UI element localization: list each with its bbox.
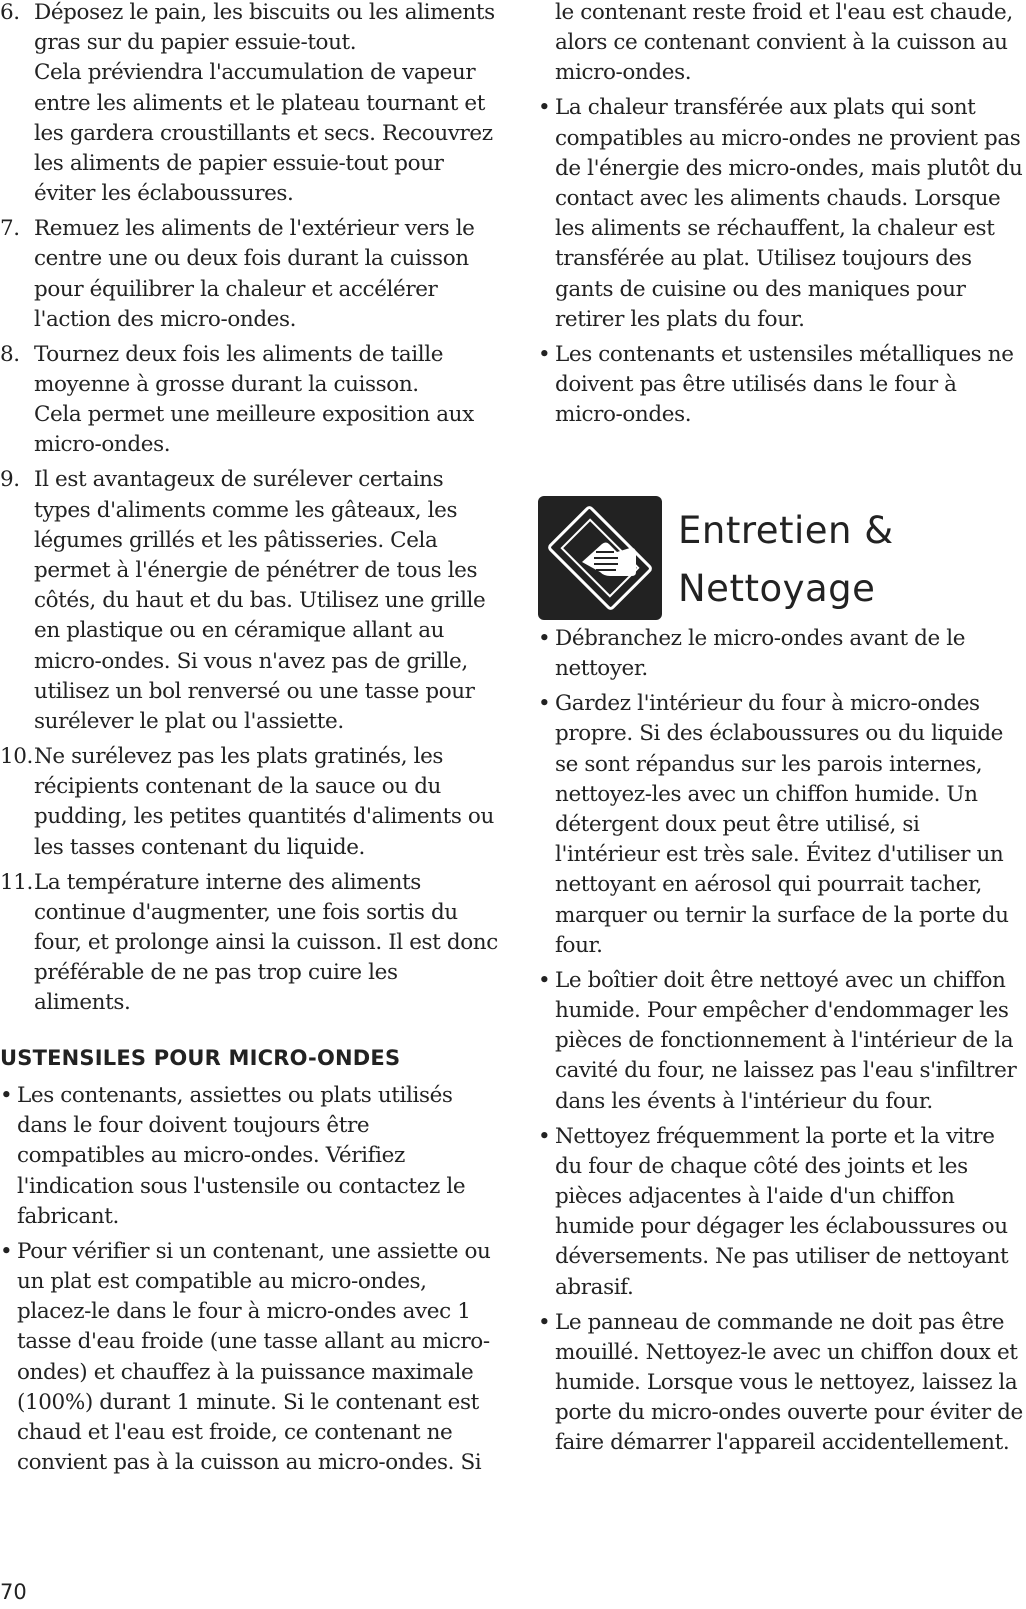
item-number: 11. <box>0 869 33 895</box>
list-item <box>0 340 500 461</box>
bullet-dot: • <box>538 1123 551 1149</box>
item-text: Gardez l'intérieur du four à micro-ondes propre. Si des éclaboussures ou du liquide se sont répandus sur les parois internes, nettoyez-les avec un chiffon humide. Un détergent doux peut être utilisé, si l'intérieur est très sale. Évitez d'utiliser un nettoyant en aérosol qui pourrait tacher, marquer ou ternir la surface de la porte du four. <box>555 691 1009 958</box>
item-text: La température interne des aliments continue d'augmenter, une fois sortis du four, et prolonge ainsi la cuisson. Il est donc préférable de ne pas trop cuire les aliments. <box>34 869 498 1016</box>
item-number: 8. <box>0 341 20 367</box>
item-text: Les contenants, assiettes ou plats utilisés dans le four doivent toujours être compatibles au micro-ondes. Vérifiez l'indication sous l'ustensile ou contactez le fabricant. <box>17 1082 466 1229</box>
item-text: Le boîtier doit être nettoyé avec un chiffon humide. Pour empêcher d'endommager les pièces de fonctionnement à l'intérieur de la cavité du four, ne laissez pas l'eau s'infiltrer dans les évents à l'intérieur du four. <box>555 967 1017 1114</box>
list-item <box>0 742 500 863</box>
item-text: Remuez les aliments de l'extérieur vers le centre une ou deux fois durant la cuisson pour équilibrer la chaleur et accélérer l'action des micro-ondes. <box>34 216 475 332</box>
item-subtext: Cela permet une meilleure exposition aux micro-ondes. <box>34 402 474 458</box>
item-number: 10. <box>0 744 33 770</box>
bullet-dot: • <box>538 1309 551 1335</box>
item-text: Tournez deux fois les aliments de taille moyenne à grosse durant la cuisson. <box>34 341 444 398</box>
item-text: Débranchez le micro-ondes avant de le nettoyer. <box>555 626 966 682</box>
page-number: 70 <box>0 1580 27 1604</box>
bullet-dot: • <box>0 1082 13 1108</box>
section-title-line1: Entretien & <box>678 509 894 552</box>
item-number: 9. <box>0 467 20 493</box>
bullet-list-entretien <box>538 624 1026 1463</box>
left-column <box>0 0 500 1483</box>
bullet-list-ustensiles <box>0 1081 500 1478</box>
item-text: Le panneau de commande ne doit pas être mouillé. Nettoyez-le avec un chiffon doux et humide. Lorsque vous le nettoyez, laissez la porte du micro-ondes ouverte pour éviter de faire démarrer l'appareil accidentellement. <box>555 1309 1023 1456</box>
bullet-dot: • <box>538 95 551 121</box>
list-item <box>0 1081 500 1232</box>
list-item <box>538 340 1026 431</box>
hand-cleaning-icon <box>538 496 662 620</box>
list-item <box>0 465 500 737</box>
bullet-dot: • <box>538 626 551 651</box>
item-text: Nettoyez fréquemment la porte et la vitre du four de chaque côté des joints et les pièces adjacentes à l'aide d'un chiffon humide pour dégager les éclaboussures ou déversements. Ne pas utiliser de nettoyant abrasif. <box>555 1123 1009 1300</box>
list-item <box>0 1237 500 1479</box>
section-title-ustensiles: USTENSILES POUR MICRO-ONDES <box>0 1045 401 1070</box>
section-title-entretien <box>678 502 894 618</box>
bullet-dot: • <box>538 341 551 367</box>
item-text: Déposez le pain, les biscuits ou les aliments gras sur du papier essuie-tout. <box>34 0 495 56</box>
bullet-dot: • <box>538 691 551 717</box>
item-text: Pour vérifier si un contenant, une assiette ou un plat est compatible au micro-ondes, placez-le dans le four à micro-ondes avec 1 tasse d'eau froide (une tasse allant au micro-ondes) et chauffez à la puissance maximale (100%) durant 1 minute. Si le contenant est chaud et l'eau est froide, ce contenant ne convient pas à la cuisson au micro-ondes. Si <box>17 1238 491 1476</box>
list-item <box>538 93 1026 335</box>
bullet-dot: • <box>0 1238 13 1264</box>
list-item <box>0 214 500 335</box>
section-header-entretien <box>538 496 1026 620</box>
item-number: 6. <box>0 0 20 25</box>
list-item <box>538 1308 1026 1459</box>
section-title-line2: Nettoyage <box>678 567 876 610</box>
list-item <box>0 868 500 1019</box>
item-text: La chaleur transférée aux plats qui sont compatibles au micro-ondes ne provient pas de l'énergie des micro-ondes, mais plutôt du contact avec les aliments chauds. Lorsque les aliments se réchauffent, la chaleur est transférée au plat. Utilisez toujours des gants de cuisine ou des maniques pour retirer les plats du four. <box>555 95 1023 332</box>
continued-text <box>538 0 1026 89</box>
continued-paragraph: le contenant reste froid et l'eau est chaude, alors ce contenant convient à la cuisson au micro-ondes. <box>555 0 1013 86</box>
list-item <box>538 624 1026 684</box>
list-item <box>0 0 500 209</box>
list-item <box>538 966 1026 1117</box>
item-text: Les contenants et ustensiles métalliques ne doivent pas être utilisés dans le four à micro-ondes. <box>555 341 1014 428</box>
list-item <box>538 689 1026 961</box>
item-subtext: Cela préviendra l'accumulation de vapeur entre les aliments et le plateau tournant et les gardera croustillants et secs. Recouvrez les aliments de papier essuie-tout pour éviter les éclaboussures. <box>34 60 493 207</box>
list-item <box>538 1122 1026 1303</box>
right-column <box>538 0 1026 1607</box>
item-number: 7. <box>0 216 20 242</box>
bullet-dot: • <box>538 967 551 993</box>
item-text: Il est avantageux de surélever certains types d'aliments comme les gâteaux, les légumes grillés et les pâtisseries. Cela permet à l'énergie de pénétrer de tous les côtés, du haut et du bas. Utilisez une grille en plastique ou en céramique allant au micro-ondes. Si vous n'avez pas de grille, utilisez un bol renversé ou une tasse pour surélever le plat ou l'assiette. <box>34 467 486 735</box>
item-text: Ne surélevez pas les plats gratinés, les récipients contenant de la sauce ou du pudding, les petites quantités d'aliments ou les tasses contenant du liquide. <box>34 744 494 860</box>
